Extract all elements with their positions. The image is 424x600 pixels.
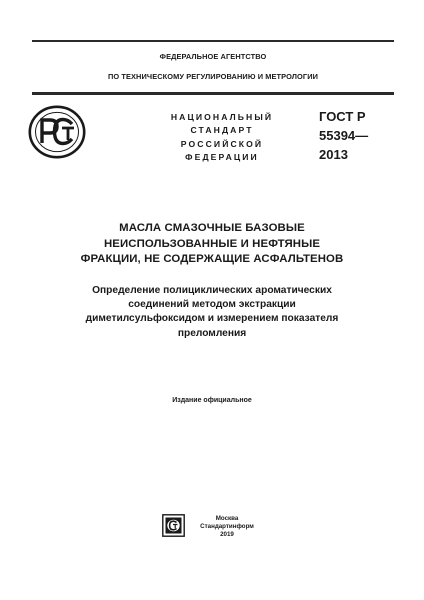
subtitle-line-1: Определение полициклических ароматических (92, 285, 332, 296)
subtitle-line-4: преломления (177, 327, 247, 339)
standard-type-line-3: РОССИЙСКОЙ (180, 138, 264, 149)
middle-rule (32, 92, 394, 95)
document-title (20, 221, 404, 268)
publisher-city: Москва (215, 515, 239, 522)
designation-line-3: 2013 (319, 147, 348, 162)
agency-line-2: ПО ТЕХНИЧЕСКОМУ РЕГУЛИРОВАНИЮ И МЕТРОЛОГИИ (107, 72, 319, 81)
title-line-2: НЕИСПОЛЬЗОВАННЫЕ И НЕФТЯНЫЕ (103, 237, 321, 250)
standard-type-line-2: СТАНДАРТ (190, 125, 254, 136)
subtitle-line-2: соединений методом экстракции (128, 299, 296, 311)
publisher-year: 2019 (220, 531, 234, 539)
title-line-1: МАСЛА СМАЗОЧНЫЕ БАЗОВЫЕ (119, 222, 305, 234)
designation-line-1: ГОСТ Р (319, 109, 366, 124)
publisher-name: Стандартинформ (200, 523, 254, 531)
top-rule (32, 40, 394, 42)
gost-r-emblem-icon (28, 105, 86, 159)
agency-line-1: ФЕДЕРАЛЬНОЕ АГЕНТСТВО (159, 52, 267, 61)
title-line-3: ФРАКЦИИ, НЕ СОДЕРЖАЩИЕ АСФАЛЬТЕНОВ (80, 253, 344, 266)
document-subtitle (20, 284, 404, 341)
publisher-info (192, 515, 262, 540)
standard-designation (319, 107, 368, 164)
subtitle-line-3: диметилсульфоксидом и измерением показателя (85, 313, 339, 325)
standard-type-line-1: НАЦИОНАЛЬНЫЙ (170, 112, 274, 122)
standartinform-logo-icon (162, 514, 185, 537)
standard-type-line-4: ФЕДЕРАЦИИ (185, 152, 259, 163)
edition-label: Издание официальное (172, 397, 252, 404)
standard-type (160, 111, 284, 165)
designation-line-2: 55394— (319, 128, 369, 143)
